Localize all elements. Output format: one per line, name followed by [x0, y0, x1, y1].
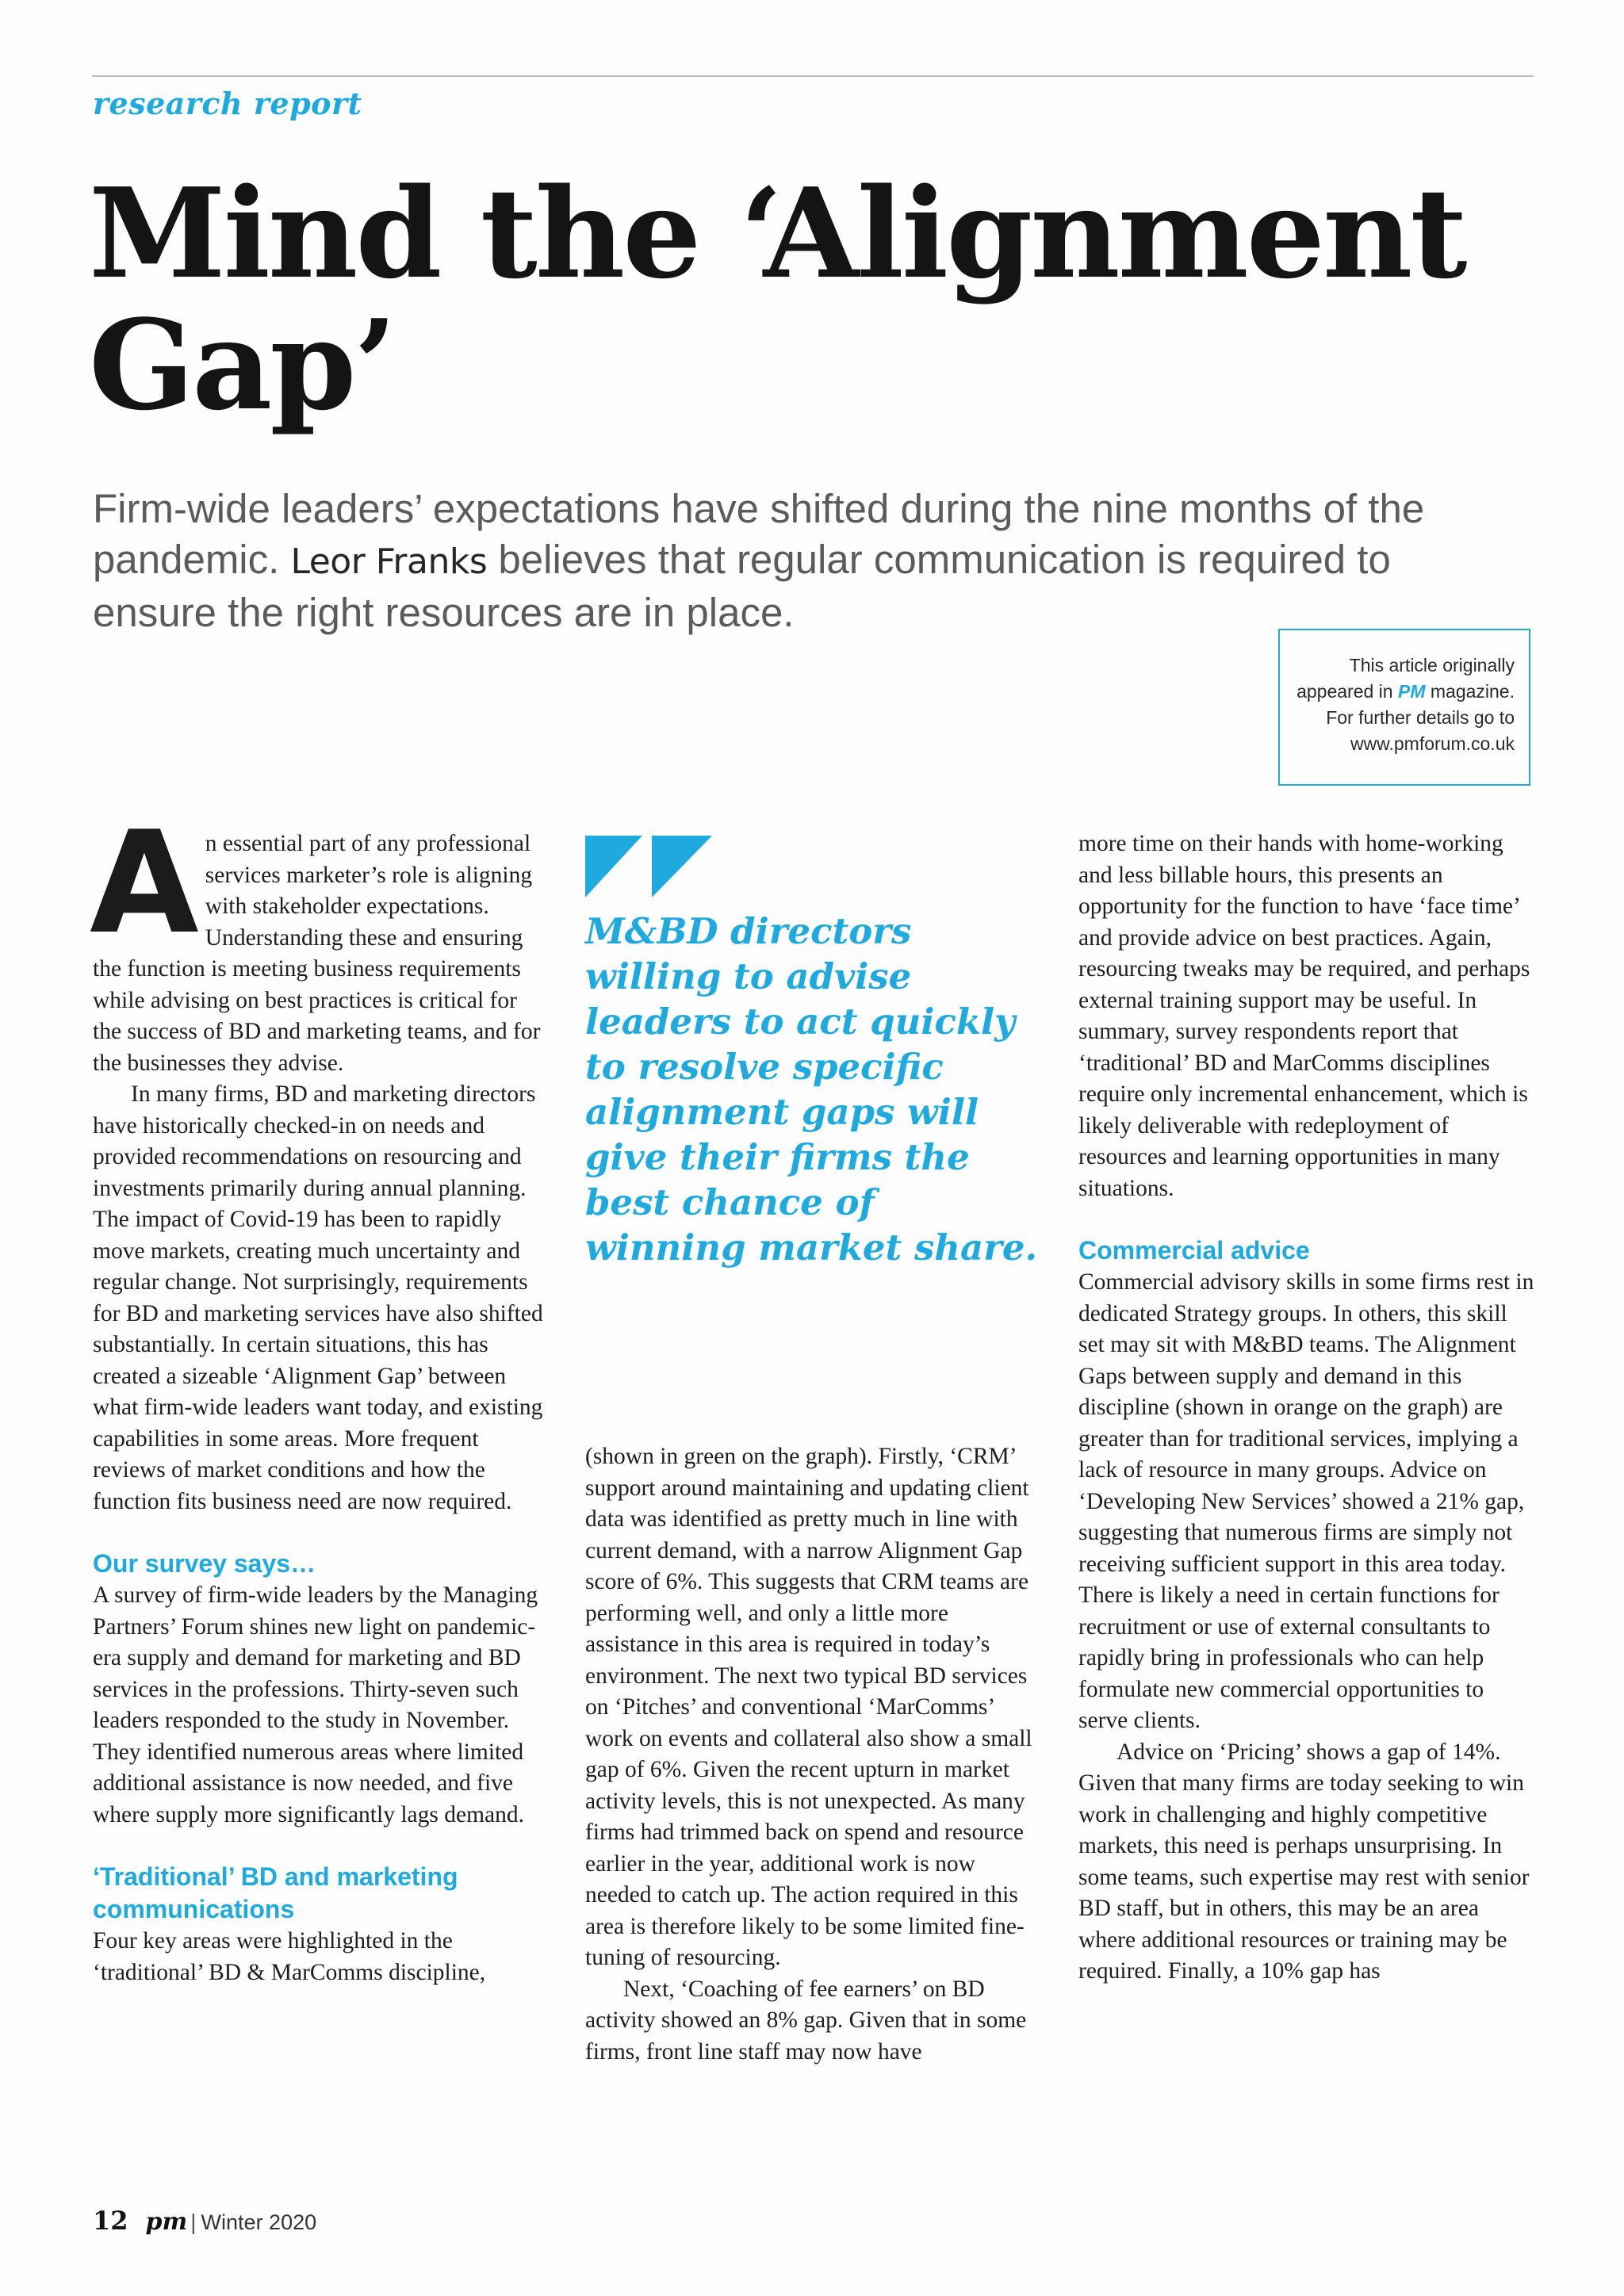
- origin-notice-box: [1278, 629, 1530, 786]
- pull-quote: M&BD directors willing to advise leaders to act quickly to resolve specific alignment gaps will give their firms the best chance of winning market share.: [585, 910, 1038, 1269]
- magazine-name: pm: [145, 2208, 188, 2236]
- headline: [89, 161, 1556, 438]
- paragraph: Advice on ‘Pricing’ shows a gap of 14%. Given that many firms are today seeking to win work in challenging and highly competitive markets, this need is perhaps unsurprising. In some teams, such expertise may rest with senior BD staff, but in others, this may be an area where additional resources or training may be required. Finally, a 10% gap has: [1078, 1739, 1530, 1984]
- notice-line-2: appeared in PM magazine.: [1297, 681, 1515, 702]
- standfirst-outro: believes that regular communication is required to ensure the right resources are in place.: [93, 537, 1391, 635]
- headline-line-1: Mind the ‘Alignment: [89, 161, 1465, 306]
- standfirst: [93, 484, 1457, 638]
- page-footer: [93, 2206, 316, 2236]
- paragraph: Commercial advisory skills in some firms rest in dedicated Strategy groups. In others, this skill set may sit with M&BD teams. The Alignment Gaps between supply and demand in this discipline (shown in orange on the graph) are greater than for traditional services, implying a lack of resource in many groups. Advice on ‘Developing New Services’ showed a 21% gap, suggesting that numerous firms are simply not receiving sufficient support in this area today. There is likely a need in certain functions for recruitment or use of external consultants to rapidly bring in professionals who can help formulate new commercial opportunities to serve clients.: [1078, 1269, 1534, 1733]
- page-number: 12: [93, 2206, 128, 2236]
- author-name: Leor Franks: [290, 541, 488, 582]
- paragraph: A survey of firm-wide leaders by the Managing Partners’ Forum shines new light on pandemic-era supply and demand for marketing and BD services in the professions. Thirty-seven such leaders responded to the study in November. They identified numerous areas where limited additional assistance is now needed, and five where supply more significantly lags demand.: [93, 1582, 538, 1827]
- paragraph: (shown in green on the graph). Firstly, ‘CRM’ support around maintaining and updating client data was identified as pretty much in line with current demand, with a narrow Alignment Gap score of 6%. This suggests that CRM teams are performing well, and only a little more assistance in this area is required in today’s environment. The next two typical BD services on ‘Pitches’ and conventional ‘MarComms’ work on events and collateral also show a small gap of 6%. Given the recent upturn in market activity levels, this is not unexpected. As many firms had trimmed back on spend and resource earlier in the year, additional work is now needed to catch up. The action required in this area is therefore likely to be some limited fine-tuning of resourcing.: [585, 1444, 1032, 1970]
- notice-line-3: For further details go to: [1326, 707, 1515, 728]
- top-rule: [92, 75, 1534, 77]
- subheading-commercial: Commercial advice: [1078, 1236, 1310, 1265]
- article-column-3: [1078, 828, 1534, 1988]
- section-label: research report: [93, 86, 362, 121]
- paragraph: Four key areas were highlighted in the ‘traditional’ BD & MarComms discipline,: [93, 1928, 486, 1985]
- notice-line-1: This article originally: [1349, 655, 1515, 675]
- article-column-2: [585, 1441, 1041, 2068]
- article-column-1: [90, 801, 549, 1988]
- intro-paragraph-text: n essential part of any professional services marketer’s role is aligning with stakeholder expectations. Understanding these and ensuring the function is meeting business requirements while advising on best practices is critical for the success of BD and marketing teams, and for the businesses they advise.: [93, 831, 541, 1076]
- footer-separator: |: [190, 2210, 197, 2234]
- quote-marks-icon: [585, 836, 712, 897]
- notice-link[interactable]: www.pmforum.co.uk: [1350, 733, 1515, 754]
- paragraph: Next, ‘Coaching of fee earners’ on BD activity showed an 8% gap. Given that in some firms, front line staff may now have: [585, 1976, 1027, 2064]
- paragraph: more time on their hands with home-working and less billable hours, this presents an opportunity for the function to have ‘face time’ and provide advice on best practices. Again, resourcing tweaks may be required, and perhaps external training support may be useful. In summary, survey respondents report that ‘traditional’ BD and MarComms disciplines require only incremental enhancement, which is likely deliverable with redeployment of resources and learning opportunities in many situations.: [1078, 831, 1530, 1201]
- drop-cap: A: [90, 801, 199, 965]
- subheading-survey: Our survey says…: [93, 1549, 316, 1578]
- intro-paragraph: [90, 801, 549, 1079]
- headline-line-2: Gap’: [89, 293, 395, 438]
- paragraph: In many firms, BD and marketing directors have historically checked-in on needs and provided recommendations on resourcing and investments primarily during annual planning. The impact of Covid-19 has been to rapidly move markets, creating much uncertainty and regular change. Not surprisingly, requirements for BD and marketing services have also shifted substantially. In certain situations, this has created a sizeable ‘Alignment Gap’ between what firm-wide leaders want today, and existing capabilities in some areas. More frequent reviews of market conditions and how the function fits business need are now required.: [93, 1081, 543, 1514]
- subheading-traditional: ‘Traditional’ BD and marketing communications: [93, 1862, 458, 1923]
- pm-magazine-name: PM: [1397, 681, 1426, 702]
- standfirst-intro: Firm-wide leaders’ expectations have shifted during the nine months of the pandemic.: [93, 486, 1425, 582]
- issue-date: Winter 2020: [201, 2210, 317, 2234]
